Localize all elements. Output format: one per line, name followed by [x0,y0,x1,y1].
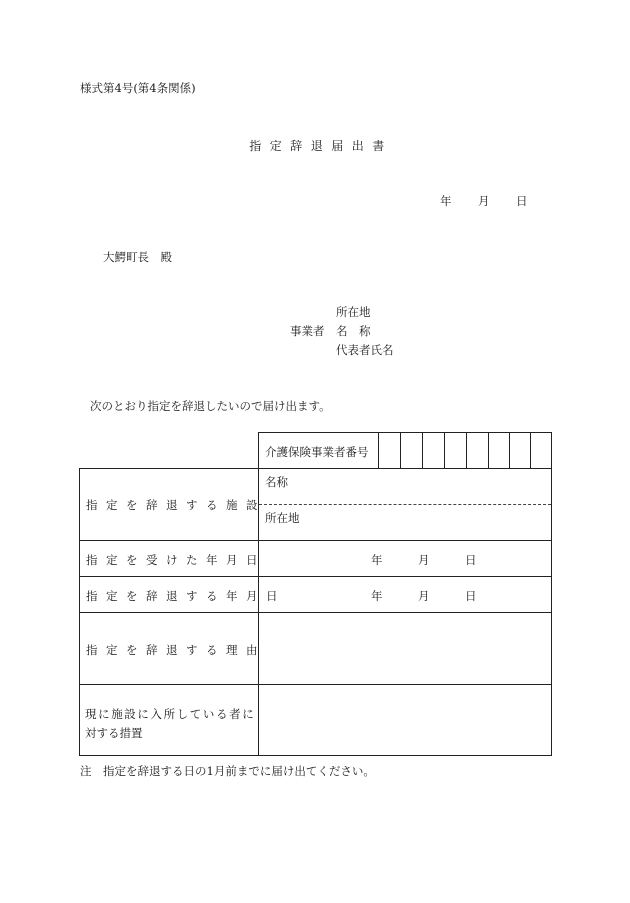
statement-text: 次のとおり指定を辞退したいので届け出ます。 [90,399,331,413]
insurance-number-digit-box[interactable] [531,433,551,468]
insurance-number-digit-box[interactable] [423,433,444,468]
insurance-number-label: 介護保険事業者番号 [265,445,369,459]
submission-date [440,193,528,209]
reason-label: 指定を辞退する理由 [86,643,266,657]
withdrawal-month-label: 月 [418,589,430,603]
footnote: 注 指定を辞退する日の1月前までに届け出てください。 [80,764,375,778]
facility-row-label: 指定を辞退する施設 [86,498,266,512]
facility-divider [259,504,551,505]
withdrawal-year-label: 年 [371,589,383,603]
insurance-number-digit-box[interactable] [489,433,509,468]
insurance-number-digit-box[interactable] [510,433,530,468]
business-address-label: 所在地 [336,305,371,319]
reason-field[interactable] [261,615,549,681]
designated-year-label: 年 [371,553,383,567]
measures-label-line1: 現に施設に入所している者に [85,707,256,721]
withdrawal-date-label: 指定を辞退する年月日 [86,589,286,603]
facility-address-label: 所在地 [265,511,300,525]
insurance-number-digit-box[interactable] [467,433,488,468]
business-name-label: 名 称 [336,324,371,338]
document-title: 指定辞退届出書 [249,139,393,153]
measures-field[interactable] [261,687,549,753]
date-day-label: 日 [516,194,528,208]
business-representative-label: 代表者氏名 [336,343,394,357]
facility-address-field[interactable] [309,506,549,538]
addressee: 大鰐町長 殿 [103,250,172,264]
withdrawal-table [79,432,552,756]
facility-name-field[interactable] [309,470,549,502]
withdrawal-day-label: 日 [465,589,477,603]
designated-day-label: 日 [465,553,477,567]
measures-label-line2: 対する措置 [85,726,143,740]
date-month-label: 月 [478,194,490,208]
designated-month-label: 月 [418,553,430,567]
insurance-number-digit-box[interactable] [445,433,466,468]
designated-date-label: 指定を受けた年月日 [86,553,266,567]
form-number-label: 様式第4号(第4条関係) [80,81,196,95]
insurance-number-digit-box[interactable] [379,433,400,468]
facility-name-label: 名称 [265,475,288,489]
date-year-label: 年 [440,194,452,208]
business-role-label: 事業者 [290,324,325,338]
insurance-number-digit-box[interactable] [401,433,422,468]
